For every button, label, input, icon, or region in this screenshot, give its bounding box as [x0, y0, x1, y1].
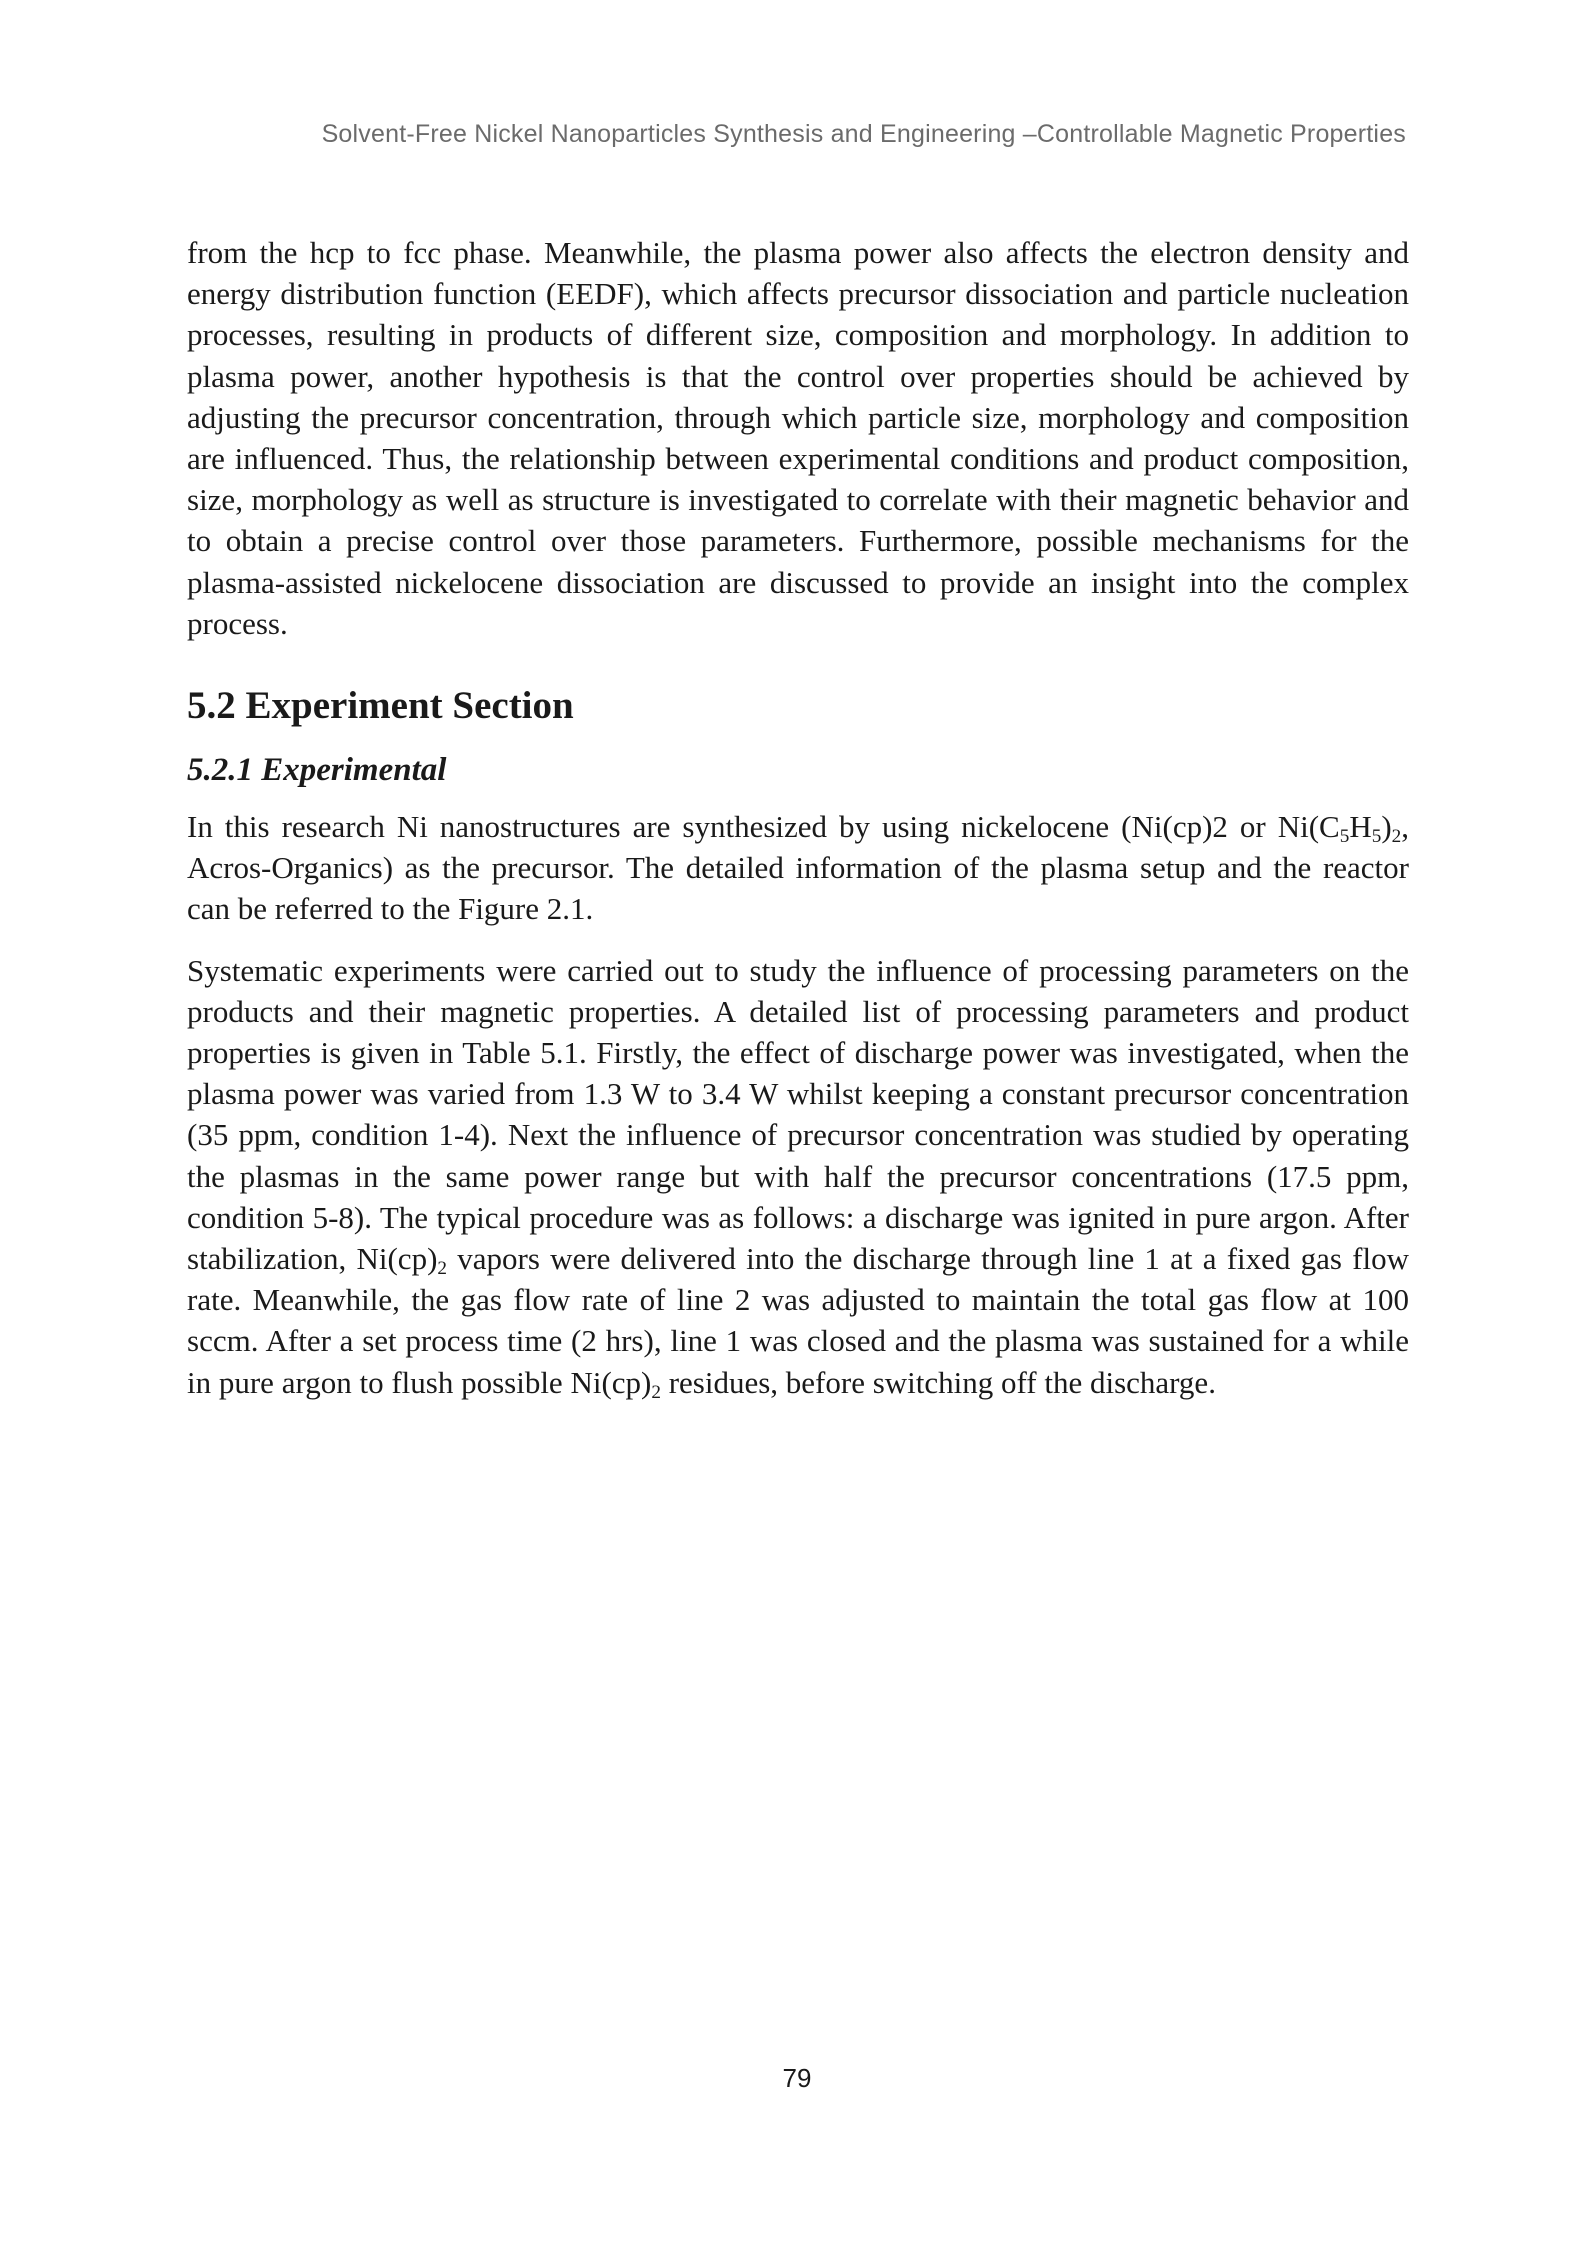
subscript: 2 — [1391, 825, 1402, 847]
subscript: 5 — [1371, 825, 1382, 847]
page-number: 79 — [782, 2063, 812, 2093]
text-span: ) — [1381, 809, 1392, 845]
subscript: 2 — [651, 1381, 661, 1403]
subscript: 5 — [1339, 825, 1350, 847]
subscript: 2 — [437, 1257, 448, 1279]
running-header: Solvent-Free Nickel Nanoparticles Synthesis and Engineering –Controllable Magnetic Properties — [321, 120, 1406, 148]
intro-paragraph: from the hcp to fcc phase. Meanwhile, the plasma power also affects the electron density and energy distribution function (EEDF), which affects precursor dissociation and particle nucleation processes, resulting in products of different size, composition and morphology. In addition to plasma power, another hypothesis is that the control over properties should be achieved by adjusting the precursor concentration, through which particle size, morphology and composition are influenced. Thus, the relationship between experimental conditions and product composition, size, morphology as well as structure is investigated to correlate with their magnetic behavior and to obtain a precise control over those parameters. Furthermore, possible mechanisms for the plasma-assisted nickelocene dissociation are discussed to provide an insight into the complex process. — [187, 235, 1409, 641]
text-span: Systematic experiments were carried out to study the influence of processing parameters on the products and their magnetic properties. A detailed list of processing parameters and product properties is given in Table 5.1. Firstly, the effect of discharge power was investigated, when the plasma power was varied from 1.3 W to 3.4 W whilst keeping a constant precursor concentration (35 ppm, condition 1-4). Next the influence of precursor concentration was studied by operating the plasmas in the same power range but with half the precursor concentrations (17.5 ppm, condition 5-8). The typical procedure was as follows: a discharge was ignited in pure argon. After stabilization, Ni(cp) — [187, 952, 1409, 1277]
text-span: In this research Ni nanostructures are synthesized by using nickelocene (Ni(cp)2 or Ni(C — [187, 809, 1340, 845]
page-body — [187, 232, 1409, 1403]
text-span: , Acros-Organics) as the precursor. The detailed information of the plasma setup and the reactor can be referred to the Figure 2.1. — [187, 809, 1409, 927]
text-span: residues, before switching off the discharge. — [660, 1364, 1216, 1400]
section-heading: 5.2 Experiment Section — [187, 684, 574, 728]
experimental-paragraph-2 — [187, 950, 1409, 1403]
subsection-heading: 5.2.1 Experimental — [187, 752, 447, 789]
text-span: vapors were delivered into the discharge through line 1 at a fixed gas flow rate. Meanwhile, the gas flow rate of line 2 was adjusted to maintain the total gas flow at 100 sccm. After a set process time (2 hrs), line 1 was closed and the plasma was sustained for a while in pure argon to flush possible Ni(cp) — [187, 1241, 1409, 1400]
text-span: H — [1349, 809, 1372, 845]
experimental-paragraph-1 — [187, 806, 1409, 930]
